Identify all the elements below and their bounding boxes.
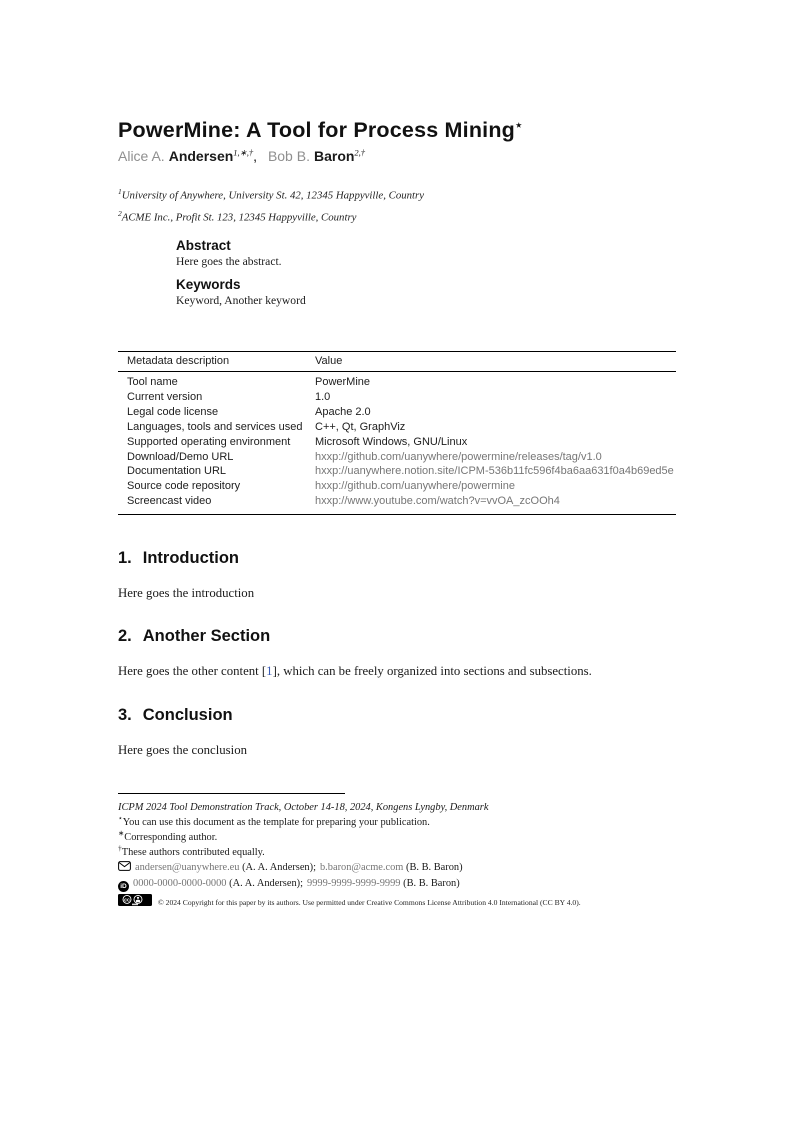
affiliation-text: University of Anywhere, University St. 42, 12345 Happyville, Country <box>121 189 425 202</box>
footnote-marker: ⋆ <box>118 813 123 823</box>
section-title: Another Section <box>142 627 271 645</box>
orcid-link[interactable]: 9999-9999-9999-9999 <box>307 878 401 889</box>
author <box>118 148 264 164</box>
orcid-owner: (B. B. Baron) <box>403 878 460 889</box>
conference-note: ICPM 2024 Tool Demonstration Track, October 14-18, 2024, Kongens Lyngby, Denmark <box>118 802 489 813</box>
author-given-name: Alice A. <box>118 147 165 164</box>
author-separator: , <box>253 147 258 164</box>
section-heading-conclusion <box>118 706 676 725</box>
orcid-line <box>118 876 678 892</box>
equal-contribution-note <box>118 845 678 860</box>
download-url-link[interactable]: hxxp://github.com/uanywhere/powermine/releases/tag/v1.0 <box>315 450 602 463</box>
row-value: PowerMine <box>315 376 371 388</box>
body-text: ], which can be freely organized into sections and subsections. <box>272 664 592 678</box>
section-number: 1. <box>118 549 132 567</box>
body-text: Here goes the other content [ <box>118 664 267 678</box>
table-row <box>118 405 676 420</box>
section-body-conclusion: Here goes the conclusion <box>118 743 247 757</box>
email-line <box>118 860 678 876</box>
abstract-body: Here goes the abstract. <box>176 255 282 268</box>
author-family-name: Andersen <box>168 147 234 164</box>
email-owner: (A. A. Andersen); <box>242 862 316 873</box>
author-footnote-marks: 2,† <box>354 147 366 157</box>
keywords-body: Keyword, Another keyword <box>176 294 306 307</box>
author-line <box>118 147 676 164</box>
author-footnote-marks: 1,∗,† <box>233 147 254 157</box>
table-row <box>118 390 676 405</box>
row-value: C++, Qt, GraphViz <box>315 420 406 433</box>
row-label: Screencast video <box>127 495 212 508</box>
section-body-introduction: Here goes the introduction <box>118 586 255 600</box>
affiliation-line <box>118 205 676 227</box>
row-label: Tool name <box>127 376 178 388</box>
section-title: Conclusion <box>142 706 233 724</box>
paper-title <box>118 118 718 143</box>
orcid-id-icon: iD <box>118 881 129 892</box>
row-label: Source code repository <box>127 480 241 493</box>
corresponding-author-note <box>118 830 678 845</box>
table-row <box>118 494 676 509</box>
table-row <box>118 435 676 450</box>
row-label: Download/Demo URL <box>127 450 234 463</box>
documentation-url-link[interactable]: hxxp://uanywhere.notion.site/ICPM-536b11fc596f4ba6aa631f0a4b69ed5e <box>315 465 674 478</box>
email-link[interactable]: b.baron@acme.com <box>319 862 404 873</box>
cc-by-badge-icon[interactable] <box>118 894 152 911</box>
svg-text:cc: cc <box>124 896 130 903</box>
footnote-block <box>118 793 678 911</box>
footnote-rule <box>118 793 345 794</box>
row-value: 1.0 <box>315 390 331 403</box>
row-label: Languages, tools and services used <box>127 420 303 433</box>
title-footnote-mark: ⋆ <box>515 118 523 133</box>
row-label: Documentation URL <box>127 465 227 478</box>
section-number: 3. <box>118 706 132 724</box>
table-row <box>118 420 676 435</box>
template-note <box>118 815 678 830</box>
author-family-name: Baron <box>313 147 355 164</box>
footnote-text: These authors contributed equally. <box>121 847 265 858</box>
affiliation-text: ACME Inc., Profit St. 123, 12345 Happyville, Country <box>121 211 357 224</box>
email-link[interactable]: andersen@uanywhere.eu <box>135 862 240 873</box>
email-owner: (B. B. Baron) <box>406 862 463 873</box>
section-number: 2. <box>118 627 132 645</box>
table-row <box>118 450 676 465</box>
footnote-text: Corresponding author. <box>124 832 218 843</box>
envelope-icon <box>118 861 131 876</box>
row-label: Current version <box>127 390 203 403</box>
source-repo-url-link[interactable]: hxxp://github.com/uanywhere/powermine <box>315 480 515 493</box>
section-title: Introduction <box>142 549 239 567</box>
keywords-heading: Keywords <box>176 277 241 292</box>
table-row <box>118 479 676 494</box>
table-header-description: Metadata description <box>127 355 230 367</box>
abstract-heading: Abstract <box>176 238 231 253</box>
footnote-marker: † <box>118 843 122 853</box>
footnote-marker: ∗ <box>118 828 125 838</box>
author-given-name: Bob B. <box>267 147 310 164</box>
row-value: Microsoft Windows, GNU/Linux <box>315 435 468 448</box>
affiliation-number: 1 <box>118 187 122 196</box>
paper-title-text: PowerMine: A Tool for Process Mining <box>118 118 516 143</box>
orcid-link[interactable]: 0000-0000-0000-0000 <box>133 878 227 889</box>
orcid-owner: (A. A. Andersen); <box>229 878 303 889</box>
abstract-block <box>176 238 596 316</box>
table-header-row <box>118 352 676 372</box>
affiliation-line <box>118 183 676 205</box>
license-line <box>118 894 678 911</box>
table-row <box>118 375 676 390</box>
citation-link[interactable]: 1 <box>266 664 273 678</box>
table-row <box>118 464 676 479</box>
table-body <box>118 372 676 514</box>
affiliation-number: 2 <box>118 209 122 219</box>
section-heading-another-section <box>118 627 676 646</box>
section-heading-introduction <box>118 549 676 568</box>
copyright-text: © 2024 Copyright for this paper by its authors. Use permitted under Creative Commons License Attribution 4.0 International (CC BY 4.0). <box>158 897 581 907</box>
affiliations <box>118 183 676 227</box>
row-label: Legal code license <box>127 405 219 418</box>
footnote-text: You can use this document as the template for preparing your publication. <box>122 817 430 828</box>
author <box>268 148 365 164</box>
metadata-table <box>118 351 676 515</box>
table-header-value: Value <box>315 355 343 367</box>
screencast-url-link[interactable]: hxxp://www.youtube.com/watch?v=vvOA_zcOOh4 <box>315 495 560 508</box>
row-value: Apache 2.0 <box>315 405 371 418</box>
row-label: Supported operating environment <box>127 435 291 448</box>
section-body-another-section <box>118 664 688 679</box>
